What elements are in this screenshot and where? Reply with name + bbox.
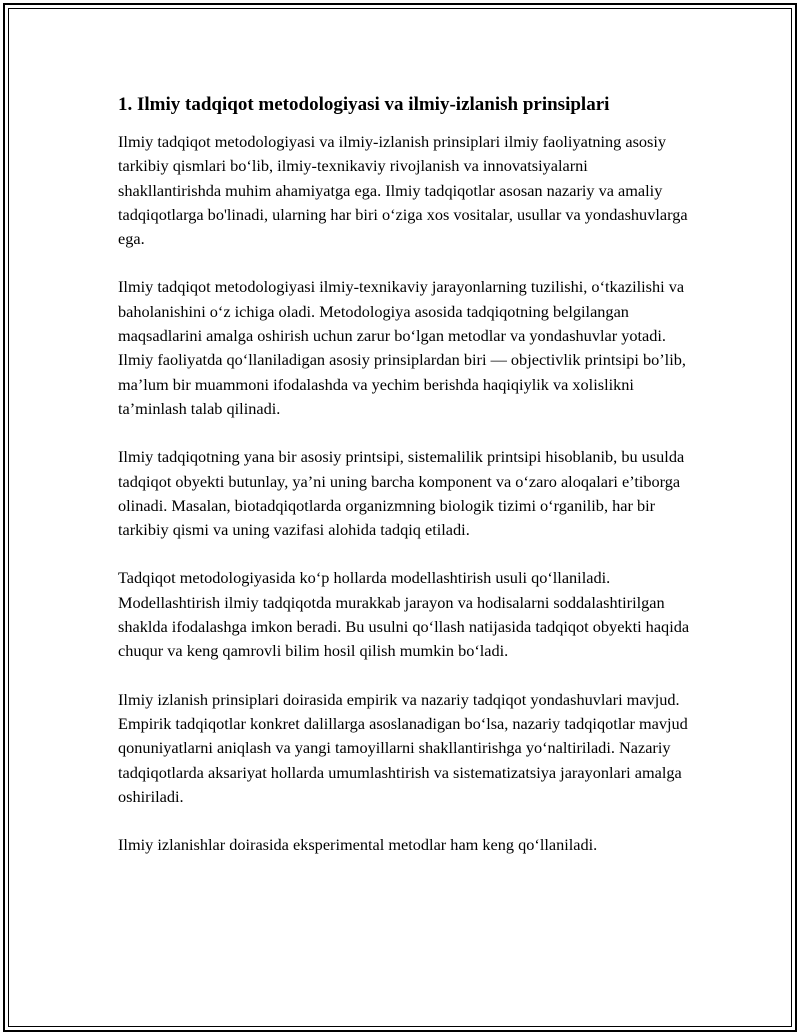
paragraph-5: Ilmiy izlanish prinsiplari doirasida empirik va nazariy tadqiqot yondashuvlari mavjud. Empirik tadqiqotlar konkret dalillarga asoslanadigan bo‘lsa, nazariy tadqiqotlar mavjud qonuniyatlarni aniqlash va yangi tamoyillarni shakllantirishga yo‘naltiriladi. Nazariy tadqiqotlarda aksariyat hollarda umumlashtirish va sistematizatsiya jarayonlari amalga oshiriladi.: [118, 689, 688, 806]
section-heading: 1. Ilmiy tadqiqot metodologiyasi va ilmiy-izlanish prinsiplari: [118, 94, 610, 115]
paragraph-2: Ilmiy tadqiqot metodologiyasi ilmiy-texnikaviy jarayonlarning tuzilishi, o‘tkazilishi va baholanishini o‘z ichiga oladi. Metodologiya asosida tadqiqotning belgilangan maqsadlarini amalga oshirish uchun zarur bo‘lgan metodlar va yondashuvlar yotadi. Ilmiy faoliyatda qo‘llaniladigan asosiy prinsiplardan biri — objectivlik printsipi bo’lib, ma’lum bir muammoni ifodalashda va yechim berishda haqiqiylik va xolislikni ta’minlash talab qilinadi.: [118, 277, 686, 418]
document-body: [118, 92, 690, 881]
paragraph-1: Ilmiy tadqiqot metodologiyasi va ilmiy-izlanish prinsiplari ilmiy faoliyatning asosiy tarkibiy qismlari bo‘lib, ilmiy-texnikaviy rivojlanish va innovatsiyalarni shakllantirishda muhim ahamiyatga ega. Ilmiy tadqiqotlar asosan nazariy va amaliy tadqiqotlarga bo'linadi, ularning har biri o‘ziga xos vositalar, usullar va yondashuvlarga ega.: [118, 132, 688, 249]
paragraph-4: Tadqiqot metodologiyasida ko‘p hollarda modellashtirish usuli qo‘llaniladi. Modellashtirish ilmiy tadqiqotda murakkab jarayon va hodisalarni soddalashtirilgan shaklda ifodalashga imkon beradi. Bu usulni qo‘llash natijasida tadqiqot obyekti haqida chuqur va keng qamrovli bilim hosil qilish mumkin bo‘ladi.: [118, 568, 690, 661]
paragraph-6: Ilmiy izlanishlar doirasida eksperimental metodlar ham keng qo‘llaniladi.: [118, 835, 598, 855]
paragraph-3: Ilmiy tadqiqotning yana bir asosiy printsipi, sistemalilik printsipi hisoblanib, bu usulda tadqiqot obyekti butunlay, ya’ni uning barcha komponent va o‘zaro aloqalari e’tiborga olinadi. Masalan, biotadqiqotlarda organizmning biologik tizimi o‘rganilib, har bir tarkibiy qismi va uning vazifasi alohida tadqiq etiladi.: [118, 447, 685, 540]
